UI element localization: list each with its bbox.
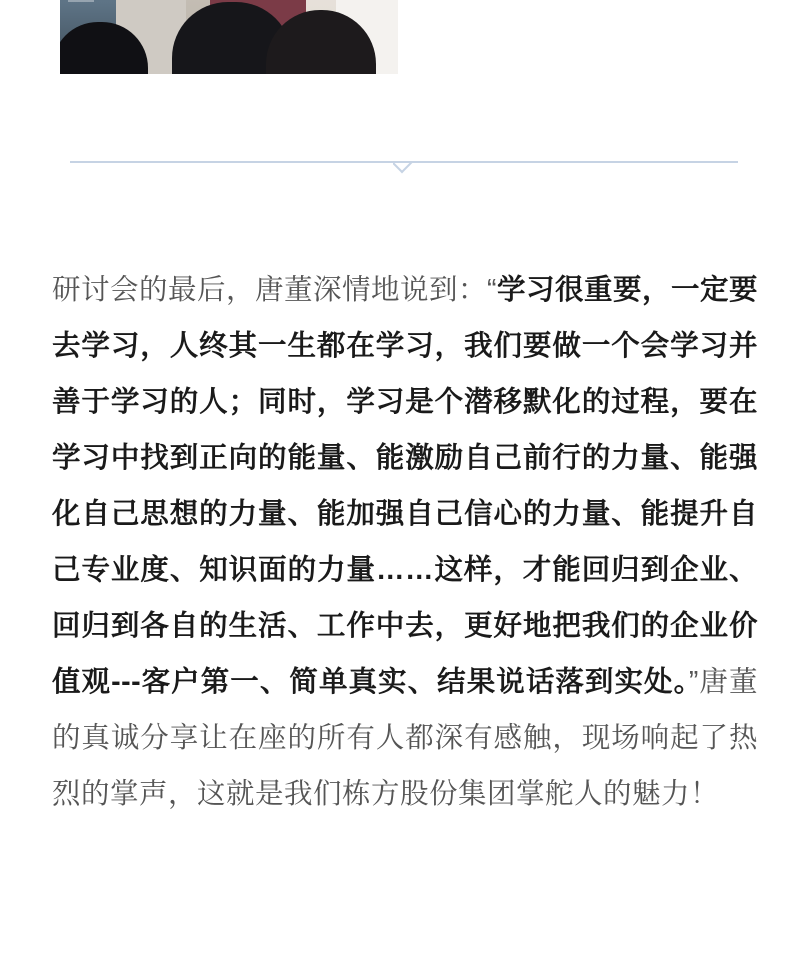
article-quote: 学习很重要，一定要去学习，人终其一生都在学习，我们要做一个会学习并善于学习的人；同时，学习是个潜移默化的过程，要在学习中找到正向的能量、能激励自己前行的力量、能强化自己思想的力量、能加强自己信心的力量、能提升自己专业度、知识面的力量……这样，才能回归到企业、回归到各自的生活、工作中去，更好地把我们的企业价值观---客户第一、简单真实、结果说话落到实处。 [52,274,759,698]
photo-content [60,0,398,74]
seminar-photo [60,0,398,74]
section-divider [70,161,738,185]
article-tail: ”唐董的真诚分享让在座的所有人都深有感触，现场响起了热烈的掌声，这就是我们栋方股份集团掌舵人的魅力！ [52,666,758,810]
article-lead: 研讨会的最后，唐董深情地说到：“ [52,274,497,306]
article-body [52,262,758,822]
chevron-down-icon [393,162,415,174]
